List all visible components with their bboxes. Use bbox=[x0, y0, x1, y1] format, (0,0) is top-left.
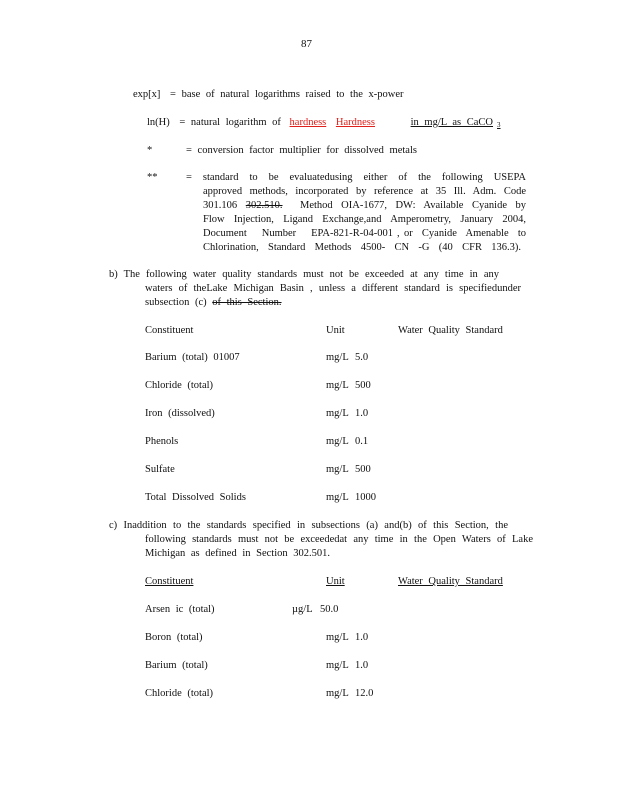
section-c-line-1: c) Inaddition to the standards specified in subsections (a) and(b) of this Section, the bbox=[109, 520, 508, 531]
table-row-constituent: Barium (total) bbox=[145, 660, 208, 671]
section-b-line-2: waters of theLake Michigan Basin , unless a different standard is specifiedunder bbox=[145, 283, 521, 294]
table-row-value: 500 bbox=[355, 464, 371, 475]
definition-term: ln(H) bbox=[147, 117, 170, 128]
units-text: in mg/L as CaCO bbox=[410, 117, 494, 128]
section-c-line-3: Michigan as defined in Section 302.501. bbox=[145, 548, 331, 559]
dstar-line-6: Chlorination, Standard Methods 4500- CN -G (40 CFR 136.3). bbox=[203, 242, 521, 253]
table-row-constituent: Boron (total) bbox=[145, 632, 203, 643]
definition-text: = natural logarithm of bbox=[179, 117, 281, 128]
table-row-value: 1.0 bbox=[355, 408, 369, 419]
struck-text: of this Section bbox=[212, 297, 279, 308]
definition-ln bbox=[147, 116, 501, 132]
dstar-line-5: Document Number EPA-821-R-04-001 bbox=[203, 228, 393, 239]
table-row-value: 0.1 bbox=[355, 436, 369, 447]
table-row-value: 12.0 bbox=[355, 688, 374, 699]
table-row-value: 50.0 bbox=[320, 604, 339, 615]
table-c-header-constituent: Constituent bbox=[145, 576, 194, 587]
table-row-value: 1.0 bbox=[355, 632, 369, 643]
deleted-text: hardness bbox=[289, 117, 327, 128]
units-subscript: 3 bbox=[497, 121, 501, 129]
table-row-constituent: Iron (dissolved) bbox=[145, 408, 215, 419]
table-row-constituent: Sulfate bbox=[145, 464, 175, 475]
table-row-unit: mg/L bbox=[326, 352, 349, 363]
table-row-unit: mg/L bbox=[326, 688, 349, 699]
table-row-unit: mg/L bbox=[326, 492, 349, 503]
page-number: 87 bbox=[301, 38, 312, 50]
dstar-line-5-comma: , bbox=[397, 228, 400, 239]
dstar-line-5-suffix: or Cyanide Amenable to bbox=[404, 228, 526, 239]
section-b-line-1: b) The following water quality standards must not be exceeded at any time in any bbox=[109, 269, 499, 280]
table-row-value: 1.0 bbox=[355, 660, 369, 671]
definition-dstar-term: ** bbox=[147, 172, 158, 183]
struck-text: 302.510. bbox=[245, 200, 283, 211]
table-row-constituent: Barium (total) 01007 bbox=[145, 352, 240, 363]
table-row-value: 1000 bbox=[355, 492, 376, 503]
table-row-unit: mg/L bbox=[326, 436, 349, 447]
table-row-constituent: Phenols bbox=[145, 436, 179, 447]
table-row-value: 500 bbox=[355, 380, 371, 391]
section-b-line-3-text: subsection (c) bbox=[145, 297, 207, 308]
dstar-line-4: Flow Injection, Ligand Exchange,and Amperometry, January 2004, bbox=[203, 214, 526, 225]
table-row-value: 5.0 bbox=[355, 352, 369, 363]
table-row-unit: mg/L bbox=[326, 380, 349, 391]
dstar-line-3: Method OIA-1677, DW: Available Cyanide by bbox=[300, 200, 526, 211]
table-c-header-unit: Unit bbox=[326, 576, 345, 587]
definition-term: * bbox=[147, 145, 153, 156]
table-row-constituent: Arsen ic (total) bbox=[145, 604, 215, 615]
dstar-line-3-prefix-text: 301.106 bbox=[203, 200, 238, 211]
table-row-unit: mg/L bbox=[326, 464, 349, 475]
table-row-unit: mg/L bbox=[326, 408, 349, 419]
dstar-line-1: = standard to be evaluatedusing either of the following USEPA bbox=[186, 172, 526, 183]
table-row-unit: µg/L bbox=[292, 604, 313, 615]
table-row-constituent: Chloride (total) bbox=[145, 380, 214, 391]
definition-text: = base of natural logarithms raised to the x-power bbox=[170, 89, 404, 100]
section-c-line-2: following standards must not be exceededat any time in the Open Waters of Lake bbox=[145, 534, 533, 545]
table-row-constituent: Total Dissolved Solids bbox=[145, 492, 246, 503]
definition-star bbox=[147, 144, 152, 158]
table-b-header-constituent: Constituent bbox=[145, 325, 194, 336]
dstar-line-2: approved methods, incorporated by reference at 35 Ill. Adm. Code bbox=[203, 186, 526, 197]
dstar-line-3-prefix bbox=[203, 199, 283, 213]
table-row-unit: mg/L bbox=[326, 632, 349, 643]
table-row-constituent: Chloride (total) bbox=[145, 688, 214, 699]
struck-period: . bbox=[278, 297, 282, 308]
definition-star-text: = conversion factor multiplier for dissolved metals bbox=[186, 145, 417, 156]
inserted-text: Hardness bbox=[335, 117, 375, 128]
definition-term: exp[x] bbox=[133, 89, 161, 100]
section-b-line-3 bbox=[145, 296, 282, 310]
table-c-header-standard: Water Quality Standard bbox=[398, 576, 503, 587]
definition-exp bbox=[133, 88, 403, 102]
table-row-unit: mg/L bbox=[326, 660, 349, 671]
table-b-header-standard: Water Quality Standard bbox=[398, 325, 503, 336]
table-b-header-unit: Unit bbox=[326, 325, 345, 336]
